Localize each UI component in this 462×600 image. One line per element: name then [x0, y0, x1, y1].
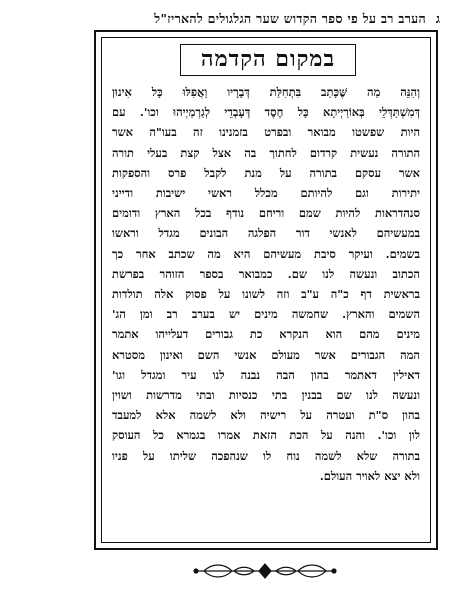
text-line: במעשיהם לאנשי דור הפלגה הבונים מגדל וראשו — [112, 226, 420, 241]
running-header-title: הערב רב על פי ספר הקדוש שער הגלגולים להאריז"ל — [154, 11, 426, 26]
text-line: דאילין דאתמר בהון הבה נבנה לנו עיר ומגדל וגו' — [112, 367, 420, 382]
ornament-divider — [190, 561, 340, 581]
text-line: ונעשה לנו שם בבנין בתי כנסיות ובתי מדרשות ושוין — [112, 388, 420, 403]
body-text — [112, 82, 420, 486]
text-line: השמים והארץ. שחמשה מינים יש בערב רב ומן הג' — [112, 307, 420, 322]
page-border — [94, 30, 438, 550]
text-line: וְהִנֵּה מַה שֶּׁכָּתַב בִּתְחִלַּת דְּבָרָיו וַאֲפִלּוּ כָּל אִינוּן — [112, 85, 420, 99]
text-line: הכתוב ונעשה לנו שם. כמבואר בספר הזוהר בפרשת — [112, 266, 420, 281]
text-frame — [101, 37, 431, 543]
text-line: סנהדראות להיות שמם וריחם נודף בכל הארץ ודומים — [112, 206, 420, 221]
text-line: בתורה שלא לשמה נוח לו שנהפכה שליתו על פניו — [112, 448, 420, 463]
ornament-center-diamond — [259, 564, 271, 578]
text-line: בשמים. ועיקר סיבת מעשיהם היא מה שכתב אחר כך — [112, 246, 420, 261]
text-line: בראשית דף כ"ה ע"ב וזה לשונו על פסוק אלה תולדות — [112, 287, 420, 302]
text-line: לון וכו'. והנה על הכת הזאת אמרו בגמרא כל העוסק — [112, 428, 420, 443]
text-line: המה הגבורים אשר מעולם אנשי השם ואינון מסטרא — [112, 347, 420, 362]
running-header — [94, 11, 440, 27]
text-line: מינים מהם הוא הנקרא כת גבורים דעלייהו אתמר — [112, 327, 420, 342]
text-line: יתירות וגם להיותם מכלל ראשי ישיבות ודייני — [112, 186, 420, 201]
text-line: דְּמִשְׁתַּדְּלֵי בְּאוֹרַיְיתָא כָּל חֶסֶד דְּעָבְדֵי לְגַרְמַיְיהוּ וכו'. עם — [112, 105, 420, 120]
text-line: אשר עסקם בתורה על מנת לקבל פרס והספקות — [112, 165, 420, 180]
text-line: ולא יצא לאויר העולם. — [319, 468, 420, 483]
page-number: ג — [435, 11, 440, 26]
text-line: התורה נעשית קרדום לחתוך בה אצל קצת בעלי תורה — [112, 145, 420, 160]
section-title: במקום הקדמה — [180, 44, 356, 76]
text-line: היות שפשטו מבואר ובפרט בזמנינו זה בעו"ה אשר — [112, 125, 420, 140]
text-line: בהון ס"ת ועטרה על רישיה ולא לשמה אלא למעבד — [112, 408, 420, 423]
